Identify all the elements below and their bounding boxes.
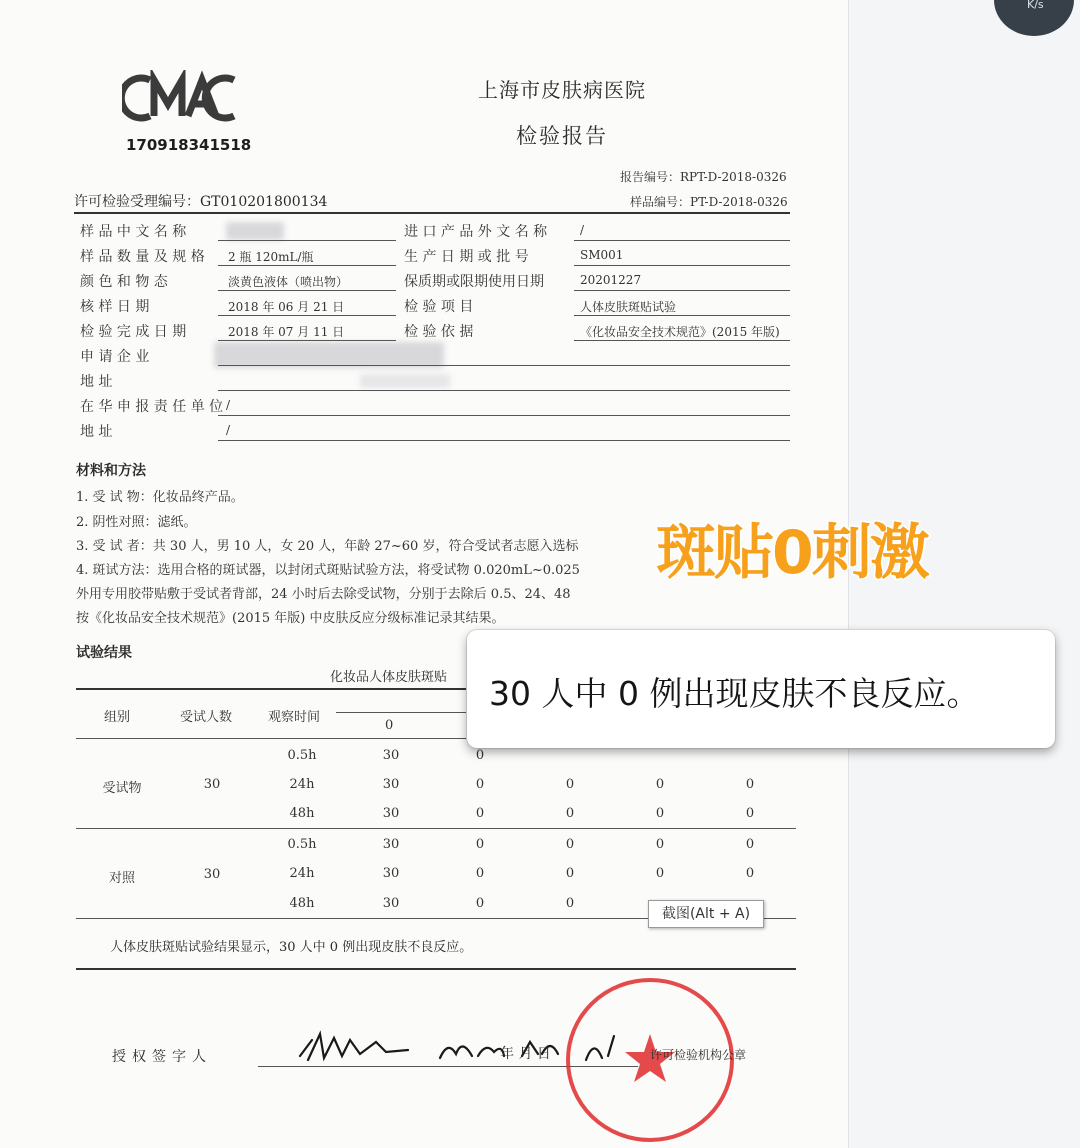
result-cell: 30 (382, 896, 400, 911)
info-label: 颜 色 和 物 态 (80, 274, 168, 290)
info-label: 样 品 数 量 及 规 格 (80, 249, 205, 265)
underline (218, 315, 396, 316)
info-label: 检 验 项 目 (404, 299, 474, 315)
result-cell: 0 (655, 837, 665, 852)
info-value: 人体皮肤斑贴试验 (580, 300, 677, 314)
info-label: 检 验 完 成 日 期 (80, 324, 187, 340)
table-line (76, 828, 796, 829)
info-label: 地 址 (80, 424, 113, 440)
underline (574, 265, 790, 266)
methods-line: 3. 受 试 者：共 30 人，男 10 人，女 20 人，年龄 27~60 岁，符合受试者志愿入选标 (76, 539, 579, 554)
signatory-label: 授权签字人 (112, 1049, 212, 1065)
header-count: 受试人数 (180, 710, 233, 725)
info-label: 核 样 日 期 (80, 299, 150, 315)
corner-label: K/s (1027, 0, 1044, 11)
header-grade: 0 (385, 718, 394, 733)
result-cell: 0 (745, 777, 755, 792)
info-label: 地 址 (80, 374, 113, 390)
info-label: 样 品 中 文 名 称 (80, 224, 187, 240)
callout-box (467, 630, 1055, 748)
result-cell: 0 (745, 837, 755, 852)
overlay-banner: 斑贴0刺激 (656, 518, 928, 588)
result-cell: 0 (565, 837, 575, 852)
info-label: 申 请 企 业 (80, 349, 150, 365)
underline (218, 415, 790, 416)
observe-time: 24h (289, 777, 315, 792)
underline (218, 390, 790, 391)
table-line (336, 712, 466, 713)
underline (218, 265, 396, 266)
hospital-name: 上海市皮肤病医院 (478, 78, 646, 102)
underline (218, 240, 396, 241)
underline (574, 240, 790, 241)
observe-time: 48h (289, 896, 315, 911)
result-cell: 30 (382, 866, 400, 881)
result-cell: 0 (565, 866, 575, 881)
underline (574, 290, 790, 291)
header-group: 组别 (104, 710, 131, 725)
observe-time: 24h (289, 866, 315, 881)
report-title: 检验报告 (516, 124, 608, 148)
callout-text: 30 人中 0 例出现皮肤不良反应。 (489, 674, 980, 713)
result-cell: 0 (565, 896, 575, 911)
result-cell: 0 (475, 866, 485, 881)
date-label: 年 月 日 (500, 1046, 551, 1062)
divider (74, 212, 790, 214)
info-label: 在 华 申 报 责 任 单 位 (80, 399, 224, 415)
result-cell: 0 (655, 806, 665, 821)
info-value: 20201227 (580, 273, 642, 287)
result-cell: 30 (382, 777, 400, 792)
result-cell: 0 (475, 806, 485, 821)
methods-line: 2. 阴性对照：滤纸。 (76, 515, 197, 530)
result-cell: 0 (475, 777, 485, 792)
info-label: 进 口 产 品 外 文 名 称 (404, 224, 548, 240)
observe-time: 0.5h (287, 837, 317, 852)
redacted-field (360, 374, 450, 388)
group-name: 受试物 (102, 781, 142, 796)
observe-time: 0.5h (287, 748, 317, 763)
info-value: 《化妆品安全技术规范》(2015 年版) (580, 325, 780, 339)
seal-label: 许可检验机构公章 (650, 1048, 747, 1062)
result-cell: 0 (745, 866, 755, 881)
underline (574, 340, 790, 341)
info-value: SM001 (580, 248, 624, 262)
group-count: 30 (203, 777, 221, 792)
result-cell: 0 (655, 777, 665, 792)
info-label: 生 产 日 期 或 批 号 (404, 249, 529, 265)
info-label: 保质期或限期使用日期 (404, 274, 544, 290)
info-value: 2018 年 07 月 11 日 (228, 325, 345, 339)
header-time: 观察时间 (268, 710, 321, 725)
info-value: / (580, 223, 585, 237)
redacted-field (226, 222, 284, 240)
info-value: 2 瓶 120mL/瓶 (228, 250, 314, 264)
table-title: 化妆品人体皮肤斑贴 (330, 670, 448, 685)
underline (218, 440, 790, 441)
result-cell: 30 (382, 806, 400, 821)
underline (574, 315, 790, 316)
methods-line: 4. 斑试方法：选用合格的斑试器，以封闭式斑贴试验方法，将受试物 0.020mL~0.025 (76, 563, 580, 578)
group-count: 30 (203, 867, 221, 882)
info-label: 检 验 依 据 (404, 324, 474, 340)
underline (218, 340, 396, 341)
license-number: 许可检验受理编号：GT010201800134 (74, 194, 328, 210)
group-name: 对照 (108, 871, 136, 886)
cma-number: 170918341518 (126, 136, 252, 154)
methods-title: 材料和方法 (76, 463, 146, 479)
methods-line: 按《化妆品安全技术规范》(2015 年版) 中皮肤反应分级标准记录其结果。 (76, 611, 505, 626)
result-cell: 0 (655, 866, 665, 881)
results-title: 试验结果 (76, 645, 132, 661)
methods-line: 1. 受 试 物：化妆品终产品。 (76, 490, 244, 505)
observe-time: 48h (289, 806, 315, 821)
info-value: 2018 年 06 月 21 日 (228, 300, 345, 314)
underline (218, 290, 396, 291)
screenshot-tooltip: 截图(Alt + A) (648, 900, 764, 928)
sample-number: 样品编号：PT-D-2018-0326 (630, 195, 788, 209)
cma-logo (122, 70, 242, 126)
result-cell: 30 (382, 748, 400, 763)
table-border (76, 968, 796, 970)
result-cell: 0 (475, 896, 485, 911)
info-value: / (226, 423, 231, 437)
result-cell: 0 (475, 748, 485, 763)
result-cell: 0 (745, 806, 755, 821)
report-number: 报告编号：RPT-D-2018-0326 (620, 170, 787, 184)
underline (218, 365, 790, 366)
result-cell: 0 (565, 806, 575, 821)
result-cell: 30 (382, 837, 400, 852)
methods-line: 外用专用胶带贴敷于受试者背部，24 小时后去除受试物，分别于去除后 0.5、24、48 (76, 587, 571, 602)
info-value: / (226, 398, 231, 412)
result-summary: 人体皮肤斑贴试验结果显示，30 人中 0 例出现皮肤不良反应。 (110, 940, 473, 955)
result-cell: 0 (565, 777, 575, 792)
info-value: 淡黄色液体（喷出物） (228, 275, 349, 289)
result-cell: 0 (475, 837, 485, 852)
